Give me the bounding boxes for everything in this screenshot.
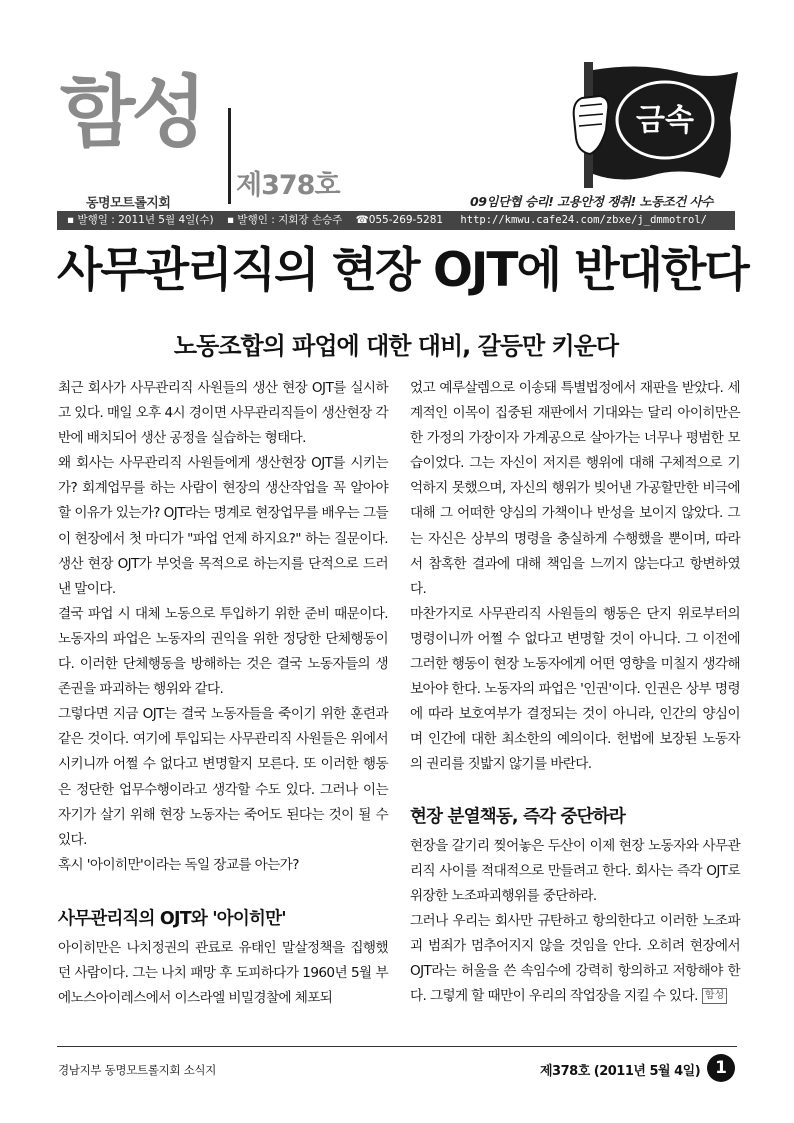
slogan: 09임단협 승리! 고용안정 쟁취! 노동조건 사수 [470, 194, 713, 209]
phone-number: ☎055-269-5281 [355, 214, 444, 226]
paragraph: 그렇다면 지금 OJT는 결국 노동자들을 죽이기 위한 훈련과 같은 것이다. 여기에 투입되는 사무관리직 사원들은 위에서 시키니까 어쩔 수 없다고 변명할지 모른다. 또 이러한 행동은 정단한 업무수행이라고 생각할 수도 있다. 그러나 이는 자기가 살기 위해 현장 노동자는 죽어도 된다는 것이 될 수 있다. [58, 706, 388, 848]
issue-number: 제378호 [236, 170, 340, 201]
subheadline: 노동조합의 파업에 대한 대비, 갈등만 키운다 [173, 332, 619, 360]
paragraph: 었고 예루살렘으로 이송돼 특별법정에서 재판을 받았다. 세계적인 이목이 집중된 재판에서 기대와는 달리 아이히만은 한 가정의 가장이자 가계공으로 살아가는 너무나 평범한 모습이었다. 그는 자신이 저지른 행위에 대해 구체적으로 기억하지 못했으며, 자신의 행위가 빚어낸 가공할만한 비극에 대해 그 어떠한 양심의 가책이나 반성을 보이지 않았다. 그는 자신은 상부의 명령을 충실하게 수행했을 뿐이며, 따라서 참혹한 결과에 대해 책임을 느끼지 않는다고 항변하였다. [410, 380, 740, 597]
paragraph: 혹시 '아이히만'이라는 독일 장교를 아는가? [58, 856, 299, 873]
publication-info-bar [57, 211, 735, 230]
paragraph-text: 그러나 우리는 회사만 규탄하고 항의한다고 이러한 노조파괴 범죄가 멈추어지지 않을 것임을 안다. 오히려 현장에서 OJT라는 허울을 쓴 속임수에 강력히 항의하고 저항해야 한다. 그렇게 할 때만이 우리의 작업장을 지킬 수 있다. [410, 912, 740, 1005]
branch-name: 동명모트롤지회 [86, 196, 171, 211]
end-stamp: 함성 [702, 988, 727, 1004]
paragraph: 마찬가지로 사무관리직 사원들의 행동은 단지 위로부터의 명령이니까 어쩔 수 없다고 변명할 것이 아니다. 그 이전에 그러한 행동이 현장 노동자에게 어떤 영향을 미칠지 생각해 보아야 한다. 노동자의 파업은 '인권'이다. 인권은 상부 명령에 따라 보호여부가 결정되는 것이 아니라, 인간의 양심이며 인간에 대한 최소한의 예의이다. 헌법에 보장된 노동자의 권리를 짓밟지 않기를 바란다. [410, 605, 740, 773]
section-heading: 사무관리직의 OJT와 '아이히만' [58, 908, 286, 929]
paragraph: 결국 파업 시 대체 노동으로 투입하기 위한 준비 때문이다. 노동자의 파업은 노동자의 권익을 위한 정당한 단체행동이다. 이러한 단체행동을 방해하는 것은 결국 노동자들의 생존권을 파괴하는 행위와 같다. [58, 605, 388, 698]
website-url: http://kmwu.cafe24.com/zbxe/j_dmmotrol/ [460, 214, 707, 226]
footer-publication: 경남지부 동명모트롤지회 소식지 [58, 1063, 217, 1077]
footer-issue: 제378호 (2011년 5월 4일) [540, 1064, 701, 1079]
publish-date: ▪ 발행일 : 2011년 5월 4일(수) [67, 214, 214, 226]
publisher: ▪ 발행인 : 지회장 손승주 [226, 214, 343, 226]
headline: 사무관리직의 현장 OJT에 반대한다 [57, 243, 748, 298]
section-heading: 현장 분열책동, 즉각 중단하라 [410, 806, 625, 827]
article-column-left [58, 376, 388, 1011]
paragraph: 최근 회사가 사무관리직 사원들의 생산 현장 OJT를 실시하고 있다. 매일 오후 4시 경이면 사무관리직들이 생산현장 각 반에 배치되어 생산 공정을 실습하는 형태다. [58, 380, 388, 447]
paragraph [410, 909, 740, 1009]
footer-divider [57, 1046, 737, 1047]
page-number: 1 [707, 1054, 735, 1082]
paragraph: 현장을 갈기리 찢어놓은 두산이 이제 현장 노동자와 사무관리직 사이를 적대적으로 만들려고 한다. 회사는 즉각 OJT로 위장한 노조파괴행위를 중단하라. [410, 837, 740, 904]
paragraph: 아이히만은 나치정권의 관료로 유태인 말살정책을 집행했던 사람이다. 그는 나치 패망 후 도피하다가 1960년 5월 부에노스아이레스에서 이스라엘 비밀경찰에 체포되 [58, 939, 388, 1007]
union-flag-logo [570, 58, 740, 190]
flag-text: 금속 [636, 103, 694, 138]
paragraph: 왜 회사는 사무관리직 사원들에게 생산현장 OJT를 시키는가? 회계업무를 하는 사람이 현장의 생산작업을 꼭 알아야 할 이유가 있는가? OJT라는 명계로 현장업무를 배우는 그들이 현장에서 첫 마디가 "파업 언제 하지요?" 하는 질문이다. 생산 현장 OJT가 부엇을 목적으로 하는지를 단적으로 드러낸 말이다. [58, 455, 388, 597]
newsletter-logo: 함성 [60, 68, 203, 158]
article-column-right [410, 376, 740, 1009]
masthead-divider [228, 108, 231, 204]
